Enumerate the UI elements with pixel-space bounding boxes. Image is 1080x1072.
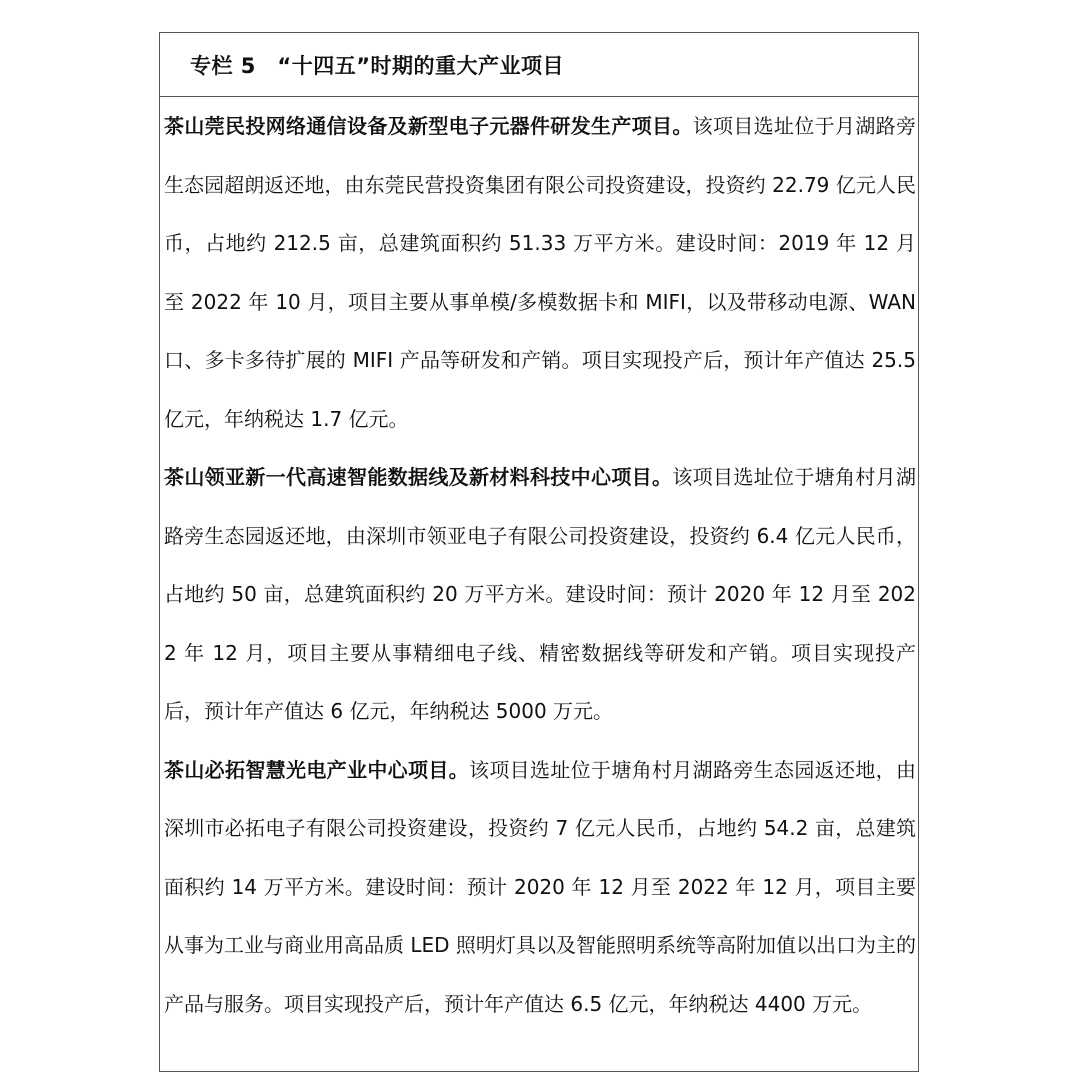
project-paragraph [164,448,916,741]
project-name: 茶山领亚新一代高速智能数据线及新材料科技中心项目。 [164,465,673,489]
column-body [160,97,918,1033]
project-description: 该项目选址位于塘角村月湖路旁生态园返还地，由深圳市领亚电子有限公司投资建设，投资约 6.4 亿元人民币，占地约 50 亩，总建筑面积约 20 万平方米。建设时间：预计 2020 年 12 月至 2022 年 12 月，项目主要从事精细电子线、精密数据线等研发和产销。项目实现投产后，预计年产值达 6 亿元，年纳税达 5000 万元。 [164,465,917,723]
project-description: 该项目选址位于塘角村月湖路旁生态园返还地，由深圳市必拓电子有限公司投资建设，投资约 7 亿元人民币，占地约 54.2 亩，总建筑面积约 14 万平方米。建设时间：预计 2020 年 12 月至 2022 年 12 月，项目主要从事为工业与商业用高品质 LED 照明灯具以及智能照明系统等高附加值以出口为主的产品与服务。项目实现投产后，预计年产值达 6.5 亿元，年纳税达 4400 万元。 [164,757,916,1016]
project-name: 茶山必拓智慧光电产业中心项目。 [164,757,469,782]
project-paragraph [164,97,916,448]
column-box [159,32,919,1072]
project-description: 该项目选址位于月湖路旁生态园超朗返还地，由东莞民营投资集团有限公司投资建设，投资约 22.79 亿元人民币，占地约 212.5 亩，总建筑面积约 51.33 万平方米。建设时间：2019 年 12 月至 2022 年 10 月，项目主要从事单模/多模数据卡和 MIFI，以及带移动电源、WAN 口、多卡多待扩展的 MIFI 产品等研发和产销。项目实现投产后，预计年产值达 25.5 亿元，年纳税达 1.7 亿元。 [164,114,917,431]
project-name: 茶山莞民投网络通信设备及新型电子元器件研发生产项目。 [164,114,693,138]
column-title: 专栏 5 “十四五”时期的重大产业项目 [190,53,565,78]
column-header [160,33,918,97]
project-paragraph [164,741,916,1034]
